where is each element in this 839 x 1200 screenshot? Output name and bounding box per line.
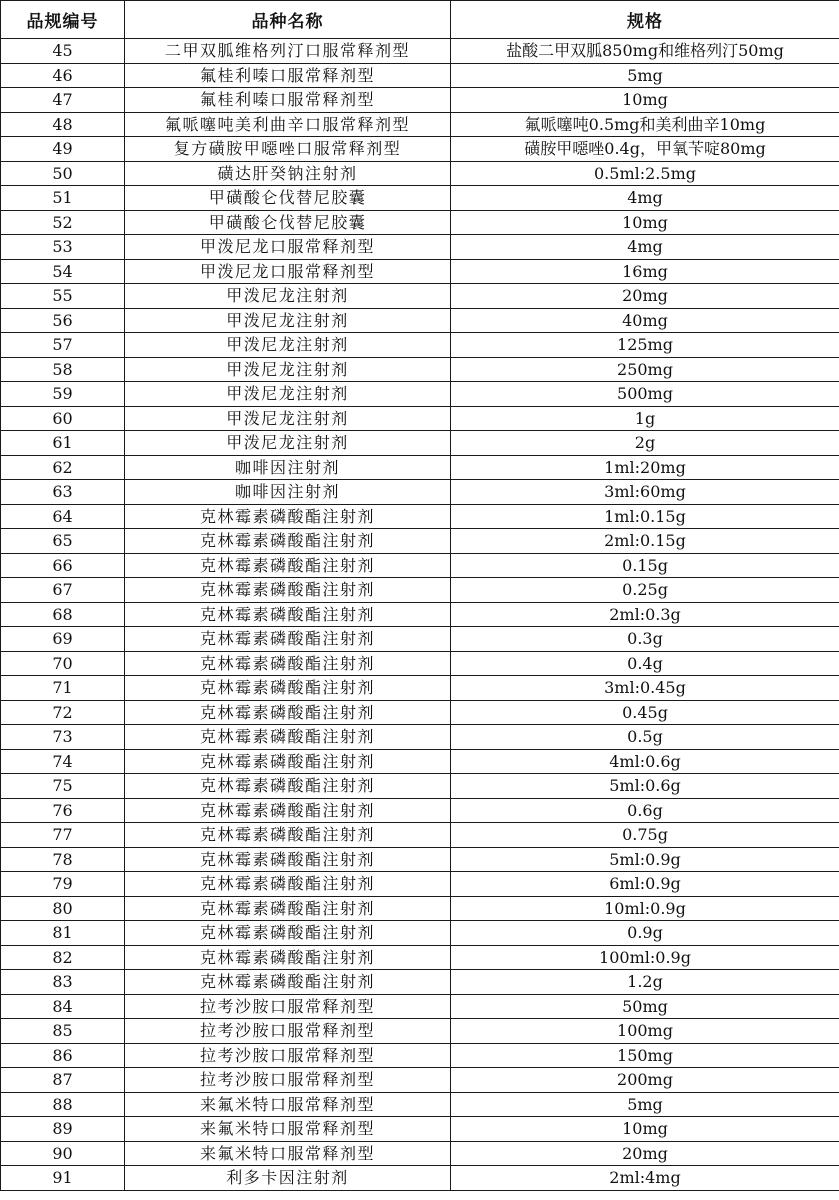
cell-number: 50 bbox=[1, 161, 125, 186]
cell-name: 克林霉素磷酸酯注射剂 bbox=[125, 578, 451, 603]
cell-spec: 1g bbox=[451, 406, 839, 431]
cell-number: 68 bbox=[1, 602, 125, 627]
table-row bbox=[1, 406, 839, 431]
header-row bbox=[1, 1, 839, 39]
cell-name: 来氟米特口服常释剂型 bbox=[125, 1092, 451, 1117]
table-row bbox=[1, 504, 839, 529]
cell-name: 利多卡因注射剂 bbox=[125, 1166, 451, 1191]
table-row bbox=[1, 627, 839, 652]
table-row bbox=[1, 1117, 839, 1142]
table-row bbox=[1, 480, 839, 505]
table-row bbox=[1, 333, 839, 358]
cell-number: 58 bbox=[1, 357, 125, 382]
cell-name: 拉考沙胺口服常释剂型 bbox=[125, 1068, 451, 1093]
cell-number: 87 bbox=[1, 1068, 125, 1093]
cell-number: 89 bbox=[1, 1117, 125, 1142]
cell-name: 甲泼尼龙注射剂 bbox=[125, 431, 451, 456]
cell-spec: 4mg bbox=[451, 235, 839, 260]
cell-spec: 氟哌噻吨0.5mg和美利曲辛10mg bbox=[451, 112, 839, 137]
cell-number: 84 bbox=[1, 994, 125, 1019]
cell-name: 克林霉素磷酸酯注射剂 bbox=[125, 553, 451, 578]
table-row bbox=[1, 259, 839, 284]
cell-name: 克林霉素磷酸酯注射剂 bbox=[125, 847, 451, 872]
table-row bbox=[1, 1068, 839, 1093]
cell-number: 91 bbox=[1, 1166, 125, 1191]
table-row bbox=[1, 921, 839, 946]
cell-name: 二甲双胍维格列汀口服常释剂型 bbox=[125, 39, 451, 64]
table-body bbox=[1, 39, 839, 1191]
cell-name: 克林霉素磷酸酯注射剂 bbox=[125, 529, 451, 554]
cell-number: 74 bbox=[1, 749, 125, 774]
cell-spec: 4mg bbox=[451, 186, 839, 211]
cell-number: 65 bbox=[1, 529, 125, 554]
table-row bbox=[1, 676, 839, 701]
table-row bbox=[1, 210, 839, 235]
cell-number: 45 bbox=[1, 39, 125, 64]
table-row bbox=[1, 137, 839, 162]
cell-number: 64 bbox=[1, 504, 125, 529]
table-row bbox=[1, 1092, 839, 1117]
table-row bbox=[1, 1043, 839, 1068]
table-row bbox=[1, 970, 839, 995]
cell-name: 克林霉素磷酸酯注射剂 bbox=[125, 725, 451, 750]
cell-number: 55 bbox=[1, 284, 125, 309]
cell-spec: 0.45g bbox=[451, 700, 839, 725]
cell-number: 49 bbox=[1, 137, 125, 162]
cell-spec: 2ml:0.15g bbox=[451, 529, 839, 554]
table-row bbox=[1, 357, 839, 382]
cell-spec: 盐酸二甲双胍850mg和维格列汀50mg bbox=[451, 39, 839, 64]
table-row bbox=[1, 823, 839, 848]
cell-spec: 2ml:0.3g bbox=[451, 602, 839, 627]
cell-spec: 2ml:4mg bbox=[451, 1166, 839, 1191]
cell-name: 磺达肝癸钠注射剂 bbox=[125, 161, 451, 186]
cell-number: 51 bbox=[1, 186, 125, 211]
table-row bbox=[1, 186, 839, 211]
table-row bbox=[1, 431, 839, 456]
table-row bbox=[1, 896, 839, 921]
cell-spec: 2g bbox=[451, 431, 839, 456]
cell-number: 78 bbox=[1, 847, 125, 872]
table-row bbox=[1, 994, 839, 1019]
cell-name: 克林霉素磷酸酯注射剂 bbox=[125, 700, 451, 725]
cell-name: 来氟米特口服常释剂型 bbox=[125, 1117, 451, 1142]
table-row bbox=[1, 382, 839, 407]
cell-number: 81 bbox=[1, 921, 125, 946]
cell-spec: 100mg bbox=[451, 1019, 839, 1044]
header-spec: 规格 bbox=[451, 1, 839, 39]
cell-spec: 5ml:0.9g bbox=[451, 847, 839, 872]
cell-spec: 0.25g bbox=[451, 578, 839, 603]
cell-number: 59 bbox=[1, 382, 125, 407]
cell-name: 咖啡因注射剂 bbox=[125, 455, 451, 480]
table-row bbox=[1, 308, 839, 333]
table-row bbox=[1, 578, 839, 603]
cell-number: 79 bbox=[1, 872, 125, 897]
cell-spec: 0.6g bbox=[451, 798, 839, 823]
cell-spec: 125mg bbox=[451, 333, 839, 358]
cell-name: 甲泼尼龙口服常释剂型 bbox=[125, 259, 451, 284]
cell-number: 56 bbox=[1, 308, 125, 333]
cell-spec: 5ml:0.6g bbox=[451, 774, 839, 799]
cell-spec: 250mg bbox=[451, 357, 839, 382]
table-row bbox=[1, 700, 839, 725]
cell-number: 54 bbox=[1, 259, 125, 284]
cell-spec: 0.75g bbox=[451, 823, 839, 848]
table-row bbox=[1, 529, 839, 554]
cell-name: 克林霉素磷酸酯注射剂 bbox=[125, 872, 451, 897]
cell-name: 甲泼尼龙注射剂 bbox=[125, 333, 451, 358]
cell-spec: 10mg bbox=[451, 1117, 839, 1142]
cell-name: 克林霉素磷酸酯注射剂 bbox=[125, 651, 451, 676]
table-row bbox=[1, 1019, 839, 1044]
cell-number: 82 bbox=[1, 945, 125, 970]
table-row bbox=[1, 235, 839, 260]
cell-spec: 0.5ml:2.5mg bbox=[451, 161, 839, 186]
table-row bbox=[1, 945, 839, 970]
cell-number: 63 bbox=[1, 480, 125, 505]
cell-number: 69 bbox=[1, 627, 125, 652]
header-number: 品规编号 bbox=[1, 1, 125, 39]
cell-spec: 500mg bbox=[451, 382, 839, 407]
cell-number: 57 bbox=[1, 333, 125, 358]
cell-name: 甲泼尼龙注射剂 bbox=[125, 382, 451, 407]
cell-number: 72 bbox=[1, 700, 125, 725]
table-row bbox=[1, 1166, 839, 1191]
table-row bbox=[1, 725, 839, 750]
cell-name: 拉考沙胺口服常释剂型 bbox=[125, 1043, 451, 1068]
header-name: 品种名称 bbox=[125, 1, 451, 39]
cell-number: 47 bbox=[1, 88, 125, 113]
cell-number: 67 bbox=[1, 578, 125, 603]
cell-spec: 3ml:0.45g bbox=[451, 676, 839, 701]
cell-spec: 4ml:0.6g bbox=[451, 749, 839, 774]
cell-spec: 1.2g bbox=[451, 970, 839, 995]
cell-number: 70 bbox=[1, 651, 125, 676]
cell-number: 60 bbox=[1, 406, 125, 431]
cell-spec: 10ml:0.9g bbox=[451, 896, 839, 921]
cell-spec: 磺胺甲噁唑0.4g，甲氧苄啶80mg bbox=[451, 137, 839, 162]
cell-number: 76 bbox=[1, 798, 125, 823]
cell-spec: 0.9g bbox=[451, 921, 839, 946]
cell-spec: 16mg bbox=[451, 259, 839, 284]
cell-name: 氟桂利嗪口服常释剂型 bbox=[125, 88, 451, 113]
cell-spec: 5mg bbox=[451, 63, 839, 88]
cell-spec: 20mg bbox=[451, 1141, 839, 1166]
cell-name: 甲磺酸仑伐替尼胶囊 bbox=[125, 210, 451, 235]
cell-number: 85 bbox=[1, 1019, 125, 1044]
cell-name: 克林霉素磷酸酯注射剂 bbox=[125, 602, 451, 627]
cell-name: 克林霉素磷酸酯注射剂 bbox=[125, 774, 451, 799]
cell-name: 甲泼尼龙注射剂 bbox=[125, 357, 451, 382]
cell-name: 氟哌噻吨美利曲辛口服常释剂型 bbox=[125, 112, 451, 137]
cell-name: 甲泼尼龙口服常释剂型 bbox=[125, 235, 451, 260]
cell-spec: 100ml:0.9g bbox=[451, 945, 839, 970]
cell-spec: 3ml:60mg bbox=[451, 480, 839, 505]
cell-name: 甲泼尼龙注射剂 bbox=[125, 284, 451, 309]
table-row bbox=[1, 553, 839, 578]
cell-spec: 0.4g bbox=[451, 651, 839, 676]
table-row bbox=[1, 774, 839, 799]
table-row bbox=[1, 602, 839, 627]
table-row bbox=[1, 88, 839, 113]
cell-spec: 40mg bbox=[451, 308, 839, 333]
cell-name: 氟桂利嗪口服常释剂型 bbox=[125, 63, 451, 88]
cell-number: 61 bbox=[1, 431, 125, 456]
cell-number: 90 bbox=[1, 1141, 125, 1166]
cell-spec: 200mg bbox=[451, 1068, 839, 1093]
cell-spec: 5mg bbox=[451, 1092, 839, 1117]
cell-number: 77 bbox=[1, 823, 125, 848]
cell-name: 克林霉素磷酸酯注射剂 bbox=[125, 896, 451, 921]
cell-name: 克林霉素磷酸酯注射剂 bbox=[125, 970, 451, 995]
cell-number: 71 bbox=[1, 676, 125, 701]
cell-number: 75 bbox=[1, 774, 125, 799]
cell-number: 66 bbox=[1, 553, 125, 578]
cell-number: 86 bbox=[1, 1043, 125, 1068]
cell-name: 克林霉素磷酸酯注射剂 bbox=[125, 676, 451, 701]
cell-name: 甲泼尼龙注射剂 bbox=[125, 308, 451, 333]
cell-name: 克林霉素磷酸酯注射剂 bbox=[125, 749, 451, 774]
cell-name: 克林霉素磷酸酯注射剂 bbox=[125, 504, 451, 529]
cell-number: 52 bbox=[1, 210, 125, 235]
cell-spec: 1ml:20mg bbox=[451, 455, 839, 480]
table-row bbox=[1, 112, 839, 137]
cell-spec: 10mg bbox=[451, 88, 839, 113]
cell-name: 克林霉素磷酸酯注射剂 bbox=[125, 798, 451, 823]
cell-spec: 6ml:0.9g bbox=[451, 872, 839, 897]
cell-name: 克林霉素磷酸酯注射剂 bbox=[125, 627, 451, 652]
cell-number: 80 bbox=[1, 896, 125, 921]
table-row bbox=[1, 749, 839, 774]
table-row bbox=[1, 872, 839, 897]
table-row bbox=[1, 1141, 839, 1166]
table-row bbox=[1, 847, 839, 872]
cell-name: 拉考沙胺口服常释剂型 bbox=[125, 1019, 451, 1044]
cell-spec: 0.15g bbox=[451, 553, 839, 578]
table-row bbox=[1, 63, 839, 88]
table-row bbox=[1, 284, 839, 309]
cell-number: 46 bbox=[1, 63, 125, 88]
cell-number: 88 bbox=[1, 1092, 125, 1117]
cell-number: 83 bbox=[1, 970, 125, 995]
cell-spec: 1ml:0.15g bbox=[451, 504, 839, 529]
cell-name: 甲磺酸仑伐替尼胶囊 bbox=[125, 186, 451, 211]
cell-spec: 150mg bbox=[451, 1043, 839, 1068]
cell-spec: 20mg bbox=[451, 284, 839, 309]
table-row bbox=[1, 161, 839, 186]
table-row bbox=[1, 651, 839, 676]
table-row bbox=[1, 39, 839, 64]
cell-name: 咖啡因注射剂 bbox=[125, 480, 451, 505]
cell-number: 62 bbox=[1, 455, 125, 480]
table-row bbox=[1, 798, 839, 823]
cell-number: 48 bbox=[1, 112, 125, 137]
cell-name: 克林霉素磷酸酯注射剂 bbox=[125, 921, 451, 946]
cell-spec: 0.5g bbox=[451, 725, 839, 750]
cell-name: 克林霉素磷酸酯注射剂 bbox=[125, 945, 451, 970]
table-row bbox=[1, 455, 839, 480]
cell-name: 复方磺胺甲噁唑口服常释剂型 bbox=[125, 137, 451, 162]
cell-name: 来氟米特口服常释剂型 bbox=[125, 1141, 451, 1166]
cell-spec: 10mg bbox=[451, 210, 839, 235]
cell-name: 拉考沙胺口服常释剂型 bbox=[125, 994, 451, 1019]
cell-name: 克林霉素磷酸酯注射剂 bbox=[125, 823, 451, 848]
cell-number: 73 bbox=[1, 725, 125, 750]
cell-name: 甲泼尼龙注射剂 bbox=[125, 406, 451, 431]
table-header bbox=[1, 1, 839, 39]
cell-spec: 0.3g bbox=[451, 627, 839, 652]
cell-number: 53 bbox=[1, 235, 125, 260]
cell-spec: 50mg bbox=[451, 994, 839, 1019]
